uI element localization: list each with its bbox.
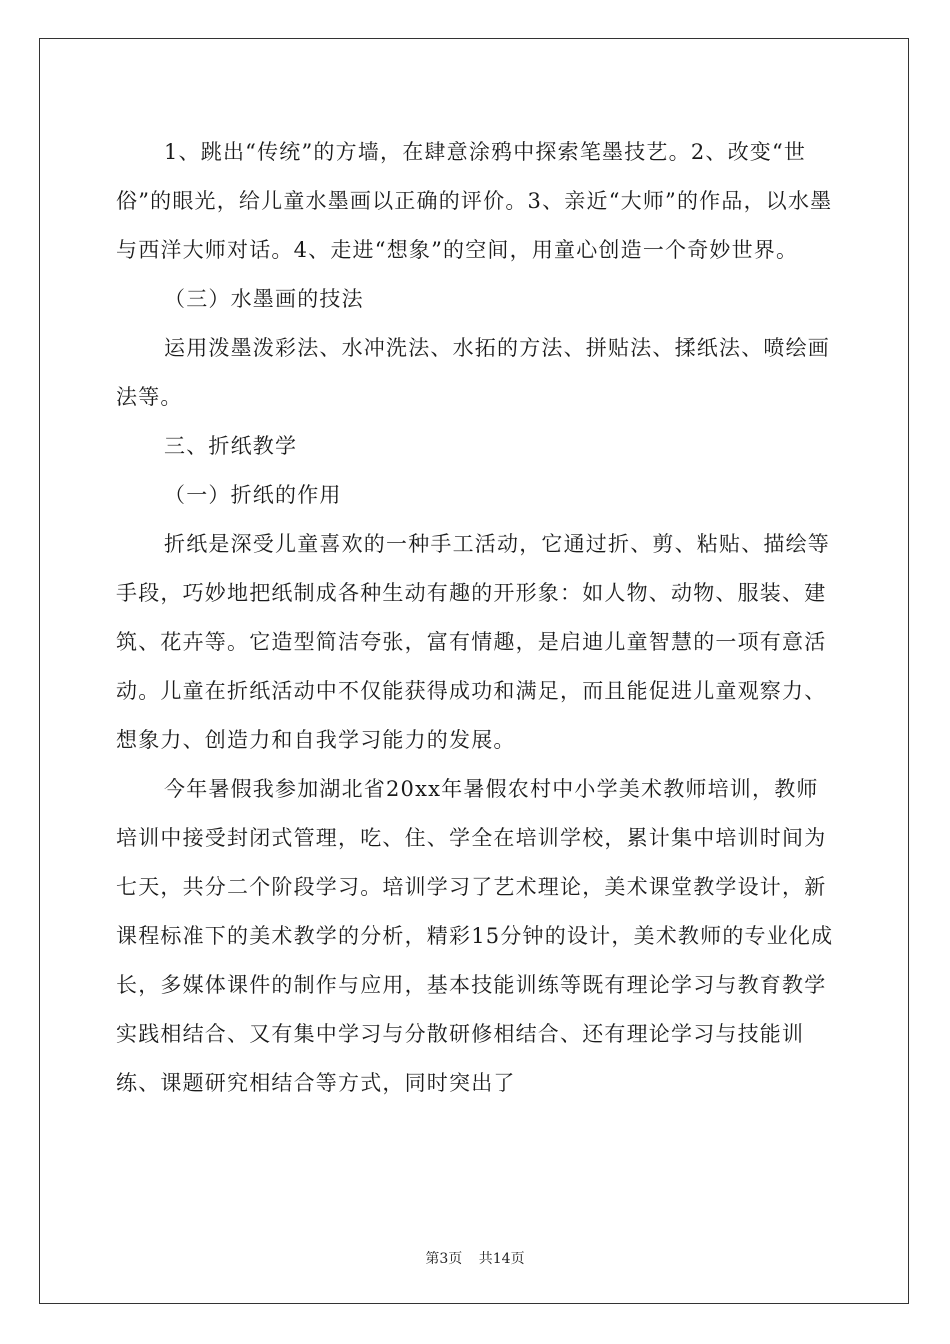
heading-ink-techniques: （三）水墨画的技法	[164, 287, 364, 311]
page-number: 第3页	[425, 1251, 463, 1267]
paragraph-training: 今年暑假我参加湖北省20xx年暑假农村中小学美术教师培训，教师培训中接受封闭式管理，吃、住、学全在培训学校，累计集中培训时间为七天，共分二个阶段学习。培训学习了艺术理论，美术课堂教学设计，新课程标准下的美术教学的分析，精彩15分钟的设计，美术教师的专业化成长，多媒体课件的制作与应用，基本技能训练等既有理论学习与教育教学实践相结合、又有集中学习与分散研修相结合、还有理论学习与技能训练、课题研究相结合等方式，同时突出了	[116, 777, 834, 1095]
document-body	[116, 128, 834, 1108]
paragraph-goals: 1、跳出“传统”的方墙，在肆意涂鸦中探索笔墨技艺。2、改变“世俗”的眼光，给儿童水墨画以正确的评价。3、亲近“大师”的作品，以水墨与西洋大师对话。4、走进“想象”的空间，用童心创造一个奇妙世界。	[116, 140, 833, 262]
paragraph-origami-role: 折纸是深受儿童喜欢的一种手工活动，它通过折、剪、粘贴、描绘等手段，巧妙地把纸制成各种生动有趣的开形象：如人物、动物、服装、建筑、花卉等。它造型简洁夸张，富有情趣，是启迪儿童智慧的一项有意活动。儿童在折纸活动中不仅能获得成功和满足，而且能促进儿童观察力、想象力、创造力和自我学习能力的发展。	[116, 532, 830, 752]
paragraph-ink-techniques: 运用泼墨泼彩法、水冲洗法、水拓的方法、拼贴法、揉纸法、喷绘画法等。	[116, 336, 830, 409]
page-footer	[0, 1248, 950, 1268]
page-total: 共14页	[478, 1251, 525, 1267]
heading-origami-role: （一）折纸的作用	[164, 483, 342, 507]
heading-origami-teaching: 三、折纸教学	[164, 434, 298, 458]
